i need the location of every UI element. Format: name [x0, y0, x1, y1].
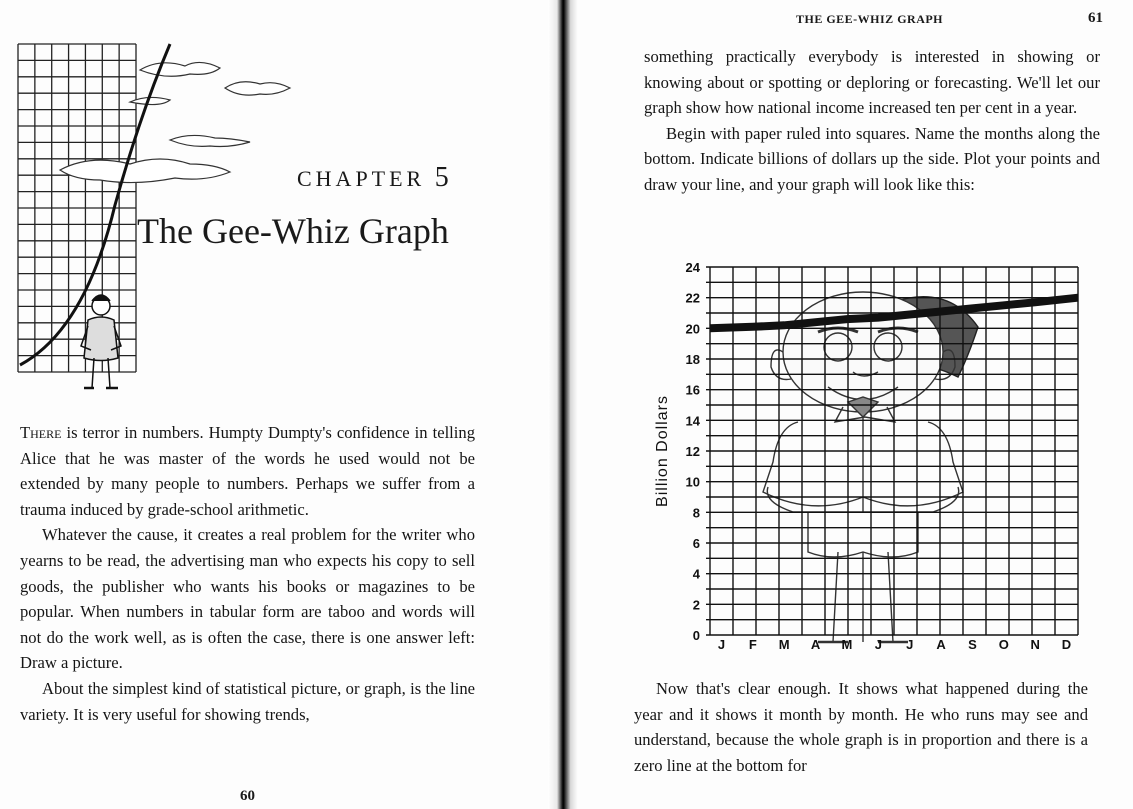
chapter-number: 5: [434, 162, 449, 193]
y-tick-label: 4: [692, 566, 700, 582]
y-tick-label: 0: [692, 628, 700, 643]
y-tick-label: 8: [692, 505, 700, 521]
y-tick-label: 16: [685, 382, 700, 398]
cloud: [60, 159, 230, 183]
y-tick-label: 20: [685, 321, 700, 337]
x-tick-label: O: [998, 637, 1009, 652]
x-tick-label: M: [778, 637, 790, 652]
running-head: THE GEE-WHIZ GRAPH: [796, 12, 944, 26]
right-body-text-top: [644, 44, 1100, 198]
x-tick-label: J: [874, 637, 882, 652]
y-tick-label: 22: [685, 290, 700, 306]
chapter-label: CHAPTER: [297, 166, 426, 191]
x-tick-label: A: [810, 637, 821, 652]
y-tick-label: 24: [685, 260, 700, 275]
paragraph: something practically everybody is interested in showing or knowing about or spotting or deploring or forecasting. We'll let our graph show how national income increased ten per cent in a year.: [644, 47, 1100, 118]
x-axis-ticks: [718, 637, 1071, 652]
right-page: [578, 0, 1133, 809]
cloud: [170, 135, 250, 146]
x-tick-label: J: [906, 637, 914, 652]
x-tick-label: J: [717, 637, 726, 652]
y-axis-ticks: [686, 260, 701, 643]
y-tick-label: 18: [685, 352, 700, 367]
rising-curve: [20, 44, 170, 365]
book-gutter: [548, 0, 578, 809]
chapter-heading: [297, 162, 449, 194]
x-tick-label: D: [1061, 637, 1072, 652]
chapter-grid: [18, 44, 136, 372]
page-number: 61: [1088, 10, 1103, 26]
cloud: [140, 62, 220, 76]
x-tick-label: N: [1030, 637, 1040, 652]
cloud: [225, 82, 290, 95]
y-tick-label: 14: [685, 413, 700, 429]
paragraph-text: is terror in numbers. Humpty Dumpty's confidence in telling Alice that he was master of the words he used would not be extended by many people to numbers. Perhaps we suffer from a trauma induced by grade-school arithmetic.: [20, 423, 475, 519]
y-tick-label: 2: [692, 597, 700, 613]
x-tick-label: F: [748, 637, 757, 652]
left-body-text: [20, 420, 475, 727]
y-tick-label: 12: [685, 444, 700, 459]
paragraph-lead-word: There: [20, 423, 62, 442]
paragraph: [20, 420, 475, 522]
page-number: 60: [240, 788, 255, 804]
paragraph: About the simplest kind of statistical picture, or graph, is the line variety. It is very useful for showing trends,: [20, 678, 475, 724]
left-page: [0, 0, 548, 809]
line-chart: [648, 252, 1088, 667]
y-tick-label: 10: [685, 474, 700, 490]
paragraph: Whatever the cause, it creates a real problem for the writer who yearns to be read, the advertising man who expects his copy to sell goods, the publisher who wants his books or magazines to be popular. When numbers in tabular form are taboo and words will not do the work well, as is often the case, there is one answer left: Draw a picture.: [20, 525, 475, 673]
x-tick-label: M: [841, 637, 853, 652]
right-body-text-bottom: [634, 676, 1088, 778]
little-man-figure: [81, 295, 121, 388]
y-axis-label: Billion Dollars: [654, 395, 671, 507]
cloud-shapes: [60, 62, 290, 182]
paragraph: Now that's clear enough. It shows what happened during the year and it shows it month by month. He who runs may see and understand, because the whole graph is in proportion and there is a zero line at the bottom for: [634, 679, 1088, 775]
x-tick-label: S: [968, 637, 977, 652]
y-tick-label: 6: [692, 536, 700, 551]
chapter-title: The Gee-Whiz Graph: [137, 211, 449, 251]
paragraph: Begin with paper ruled into squares. Name the months along the bottom. Indicate billions of dollars up the side. Plot your points and draw your line, and your graph will look like this:: [644, 123, 1100, 194]
x-tick-label: A: [936, 637, 946, 652]
